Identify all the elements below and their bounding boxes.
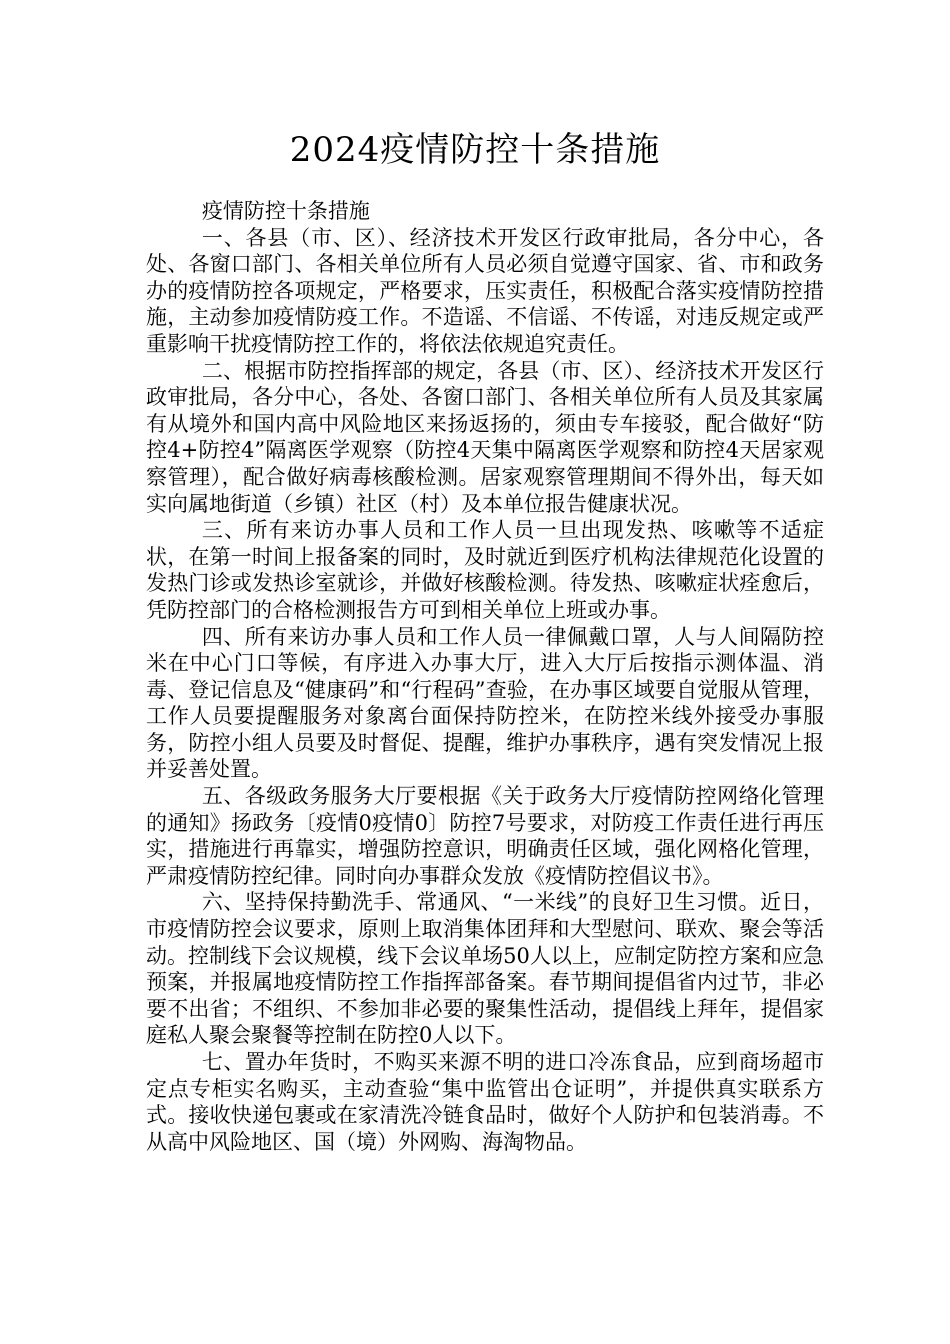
paragraph-item-6: 六、坚持保持勤洗手、常通风、“一米线”的良好卫生习惯。近日，市疫情防控会议要求，原则上取消集体团拜和大型慰问、联欢、聚会等活动。控制线下会议规模，线下会议单场50人以上，应制定防控方案和应急预案，并报属地疫情防控工作指挥部备案。春节期间提倡省内过节，非必要不出省；不组织、不参加非必要的聚集性活动，提倡线上拜年，提倡家庭私人聚会聚餐等控制在防控0人以下。: [146, 890, 824, 1048]
document-body: [146, 198, 824, 1155]
paragraph-item-3: 三、所有来访办事人员和工作人员一旦出现发热、咳嗽等不适症状，在第一时间上报备案的同时，及时就近到医疗机构法律规范化设置的发热门诊或发热诊室就诊，并做好核酸检测。待发热、咳嗽症状痊愈后，凭防控部门的合格检测报告方可到相关单位上班或办事。: [146, 518, 824, 622]
paragraph-item-1: 一、各县（市、区）、经济技术开发区行政审批局，各分中心，各处、各窗口部门、各相关单位所有人员必须自觉遵守国家、省、市和政务办的疫情防控各项规定，严格要求，压实责任，积极配合落实疫情防控措施，主动参加疫情防疫工作。不造谣、不信谣、不传谣，对违反规定或严重影响干扰疫情防控工作的，将依法依规追究责任。: [146, 225, 824, 356]
paragraph-item-2: 二、根据市防控指挥部的规定，各县（市、区）、经济技术开发区行政审批局，各分中心，各处、各窗口部门、各相关单位所有人员及其家属有从境外和国内高中风险地区来扬返扬的，须由专车接驳，配合做好“防控4+防控4”隔离医学观察（防控4天集中隔离医学观察和防控4天居家观察管理），配合做好病毒核酸检测。居家观察管理期间不得外出，每天如实向属地街道（乡镇）社区（村）及本单位报告健康状况。: [146, 358, 824, 516]
paragraph-heading: 疫情防控十条措施: [201, 199, 370, 223]
paragraph-item-4: 四、所有来访办事人员和工作人员一律佩戴口罩，人与人间隔防控米在中心门口等候，有序进入办事大厅，进入大厅后按指示测体温、消毒、登记信息及“健康码”和“行程码”查验，在办事区域要自觉服从管理，工作人员要提醒服务对象离台面保持防控米，在防控米线外接受办事服务，防控小组人员要及时督促、提醒，维护办事秩序，遇有突发情况上报并妥善处置。: [146, 624, 824, 782]
paragraph-item-7: 七、置办年货时，不购买来源不明的进口冷冻食品，应到商场超市定点专柜实名购买，主动查验“集中监管出仓证明”，并提供真实联系方式。接收快递包裹或在家清洗冷链食品时，做好个人防护和包装消毒。不从高中风险地区、国（境）外网购、海淘物品。: [146, 1050, 824, 1154]
document-title: 2024疫情防控十条措施: [289, 130, 661, 170]
paragraph-item-5: 五、各级政务服务大厅要根据《关于政务大厅疫情防控网络化管理的通知》扬政务〔疫情0疫情0〕防控7号要求，对防疫工作责任进行再压实，措施进行再靠实，增强防控意识，明确责任区域，强化网格化管理，严肃疫情防控纪律。同时向办事群众发放《疫情防控倡议书》。: [146, 784, 824, 888]
